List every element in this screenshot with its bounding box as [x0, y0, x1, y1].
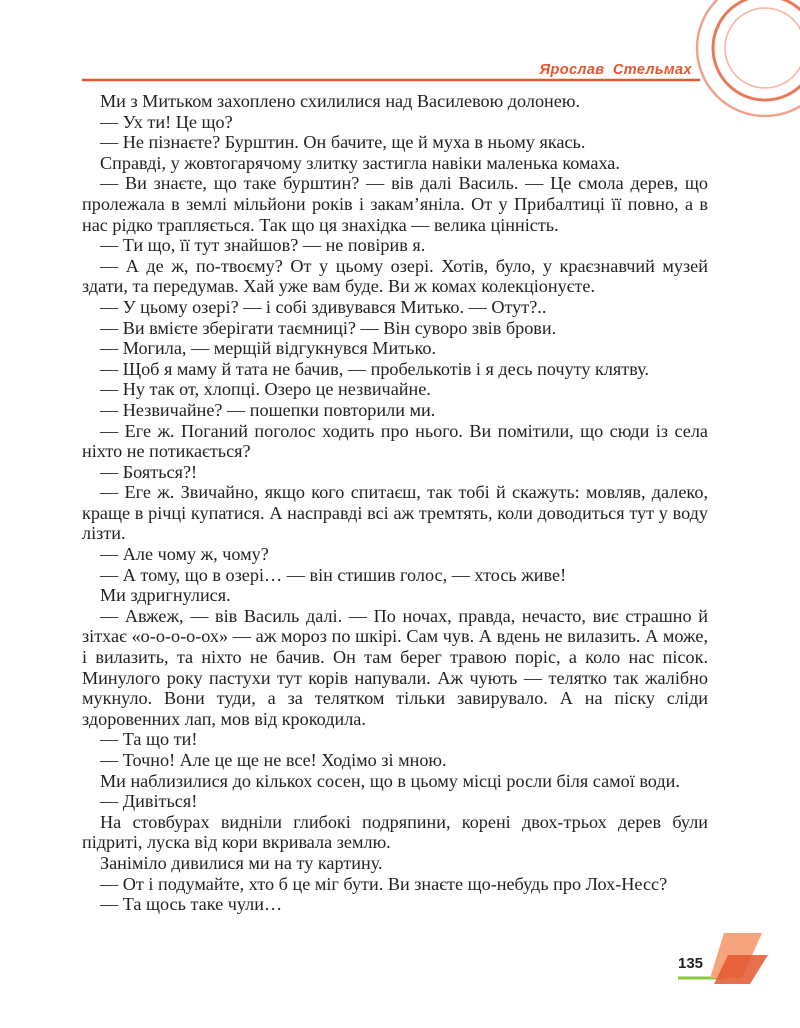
- paragraph: — Точно! Але це ще не все! Ходімо зі мною.: [100, 750, 447, 770]
- header-author: Ярослав Стельмах: [539, 62, 692, 78]
- paragraph: — Щоб я маму й тата не бачив, — пробелькотів і я десь почуту клятву.: [100, 358, 650, 379]
- paragraph: — Еге ж. Звичайно, якщо кого спитаєш, так тобі й скажуть: мовляв, далеко, краще в річці купатися. А насправді всі аж тремтять, коли доводиться тут у воду лізти.: [82, 482, 708, 544]
- paragraph: Заніміло дивилися ми на ту картину.: [100, 852, 383, 873]
- paragraph: Ми наблизилися до кількох сосен, що в цьому місці росли біля самої води.: [100, 770, 680, 791]
- paragraph: — Та що ти!: [100, 729, 198, 750]
- paragraph: Справді, у жовтогарячому злитку застигла навіки маленька комаха.: [100, 152, 620, 173]
- paragraph: — Могила, — мерщій відгукнувся Митько.: [100, 338, 437, 359]
- paragraph: — Але чому ж, чому?: [100, 544, 269, 565]
- paragraph: — А тому, що в озері… — він стишив голос, — хтось живе!: [100, 564, 567, 585]
- paragraph: — Еге ж. Поганий поголос ходить про нього. Ви помітили, що сюди із села ніхто не потикається?: [82, 420, 708, 462]
- paragraph: — От і подумайте, хто б це міг бути. Ви знаєте що-небудь про Лох-Несс?: [100, 873, 668, 894]
- paragraph: — Ну так от, хлопці. Озеро це незвичайне.: [100, 379, 431, 400]
- paragraph: — Не пізнаєте? Бурштин. Он бачите, ще й муха в ньому якась.: [100, 132, 586, 153]
- paragraph: — Бояться?!: [100, 461, 198, 482]
- page-number: 135: [678, 955, 704, 972]
- paragraph: Ми здригнулися.: [100, 585, 231, 606]
- paragraph: — Ух ти! Це що?: [100, 111, 233, 132]
- body-text: [82, 91, 708, 915]
- paragraph: — Дивіться!: [100, 791, 198, 812]
- paragraph: — Ви вмієте зберігати таємниці? — Він суворо звів брови.: [100, 317, 557, 338]
- paragraph: — А де ж, по-твоєму? От у цьому озері. Хотів, було, у краєзнавчий музей здати, та передумав. Хай уже вам буде. Ви ж комах колекціонуєте.: [82, 255, 708, 297]
- paragraph: — Та щось таке чули…: [100, 894, 283, 915]
- corner-arcs: [697, 0, 800, 116]
- paragraph: — Ти що, її тут знайшов? — не повірив я.: [100, 235, 426, 256]
- paragraph: — Авжеж, — вів Василь далі. — По ночах, правда, нечасто, виє страшно й зітхає «о-о-о-о-ох» — аж мороз по шкірі. Сам чув. А вдень не вилазить. А може, і вилазить, та ніхто не бачив. Он там берег травою поріс, а коло нас пісок. Минулого року пастухи тут корів напували. Аж чують — телятко так жалібно мукнуло. Вони туди, а за телятком тільки завирувало. А на піску сліди здоровенних лап, мов від крокодила.: [82, 605, 708, 729]
- paragraph: — У цьому озері? — і собі здивувався Митько. — Отут?..: [100, 296, 547, 317]
- paragraph: На стовбурах видніли глибокі подряпини, корені двох-трьох дерев були підриті, луска від кори вкривала землю.: [82, 811, 708, 853]
- paragraph: Ми з Митьком захоплено схилилися над Василевою долонею.: [100, 91, 580, 111]
- paragraph: — Незвичайне? — пошепки повторили ми.: [100, 399, 436, 420]
- paragraph: — Ви знаєте, що таке бурштин? — вів далі Василь. — Це смола дерев, що пролежала в землі мільйони років і закам’яніла. От у Прибалтиці її повно, а в нас рідко трапляється. Так що ця знахідка — велика цінність.: [82, 173, 708, 235]
